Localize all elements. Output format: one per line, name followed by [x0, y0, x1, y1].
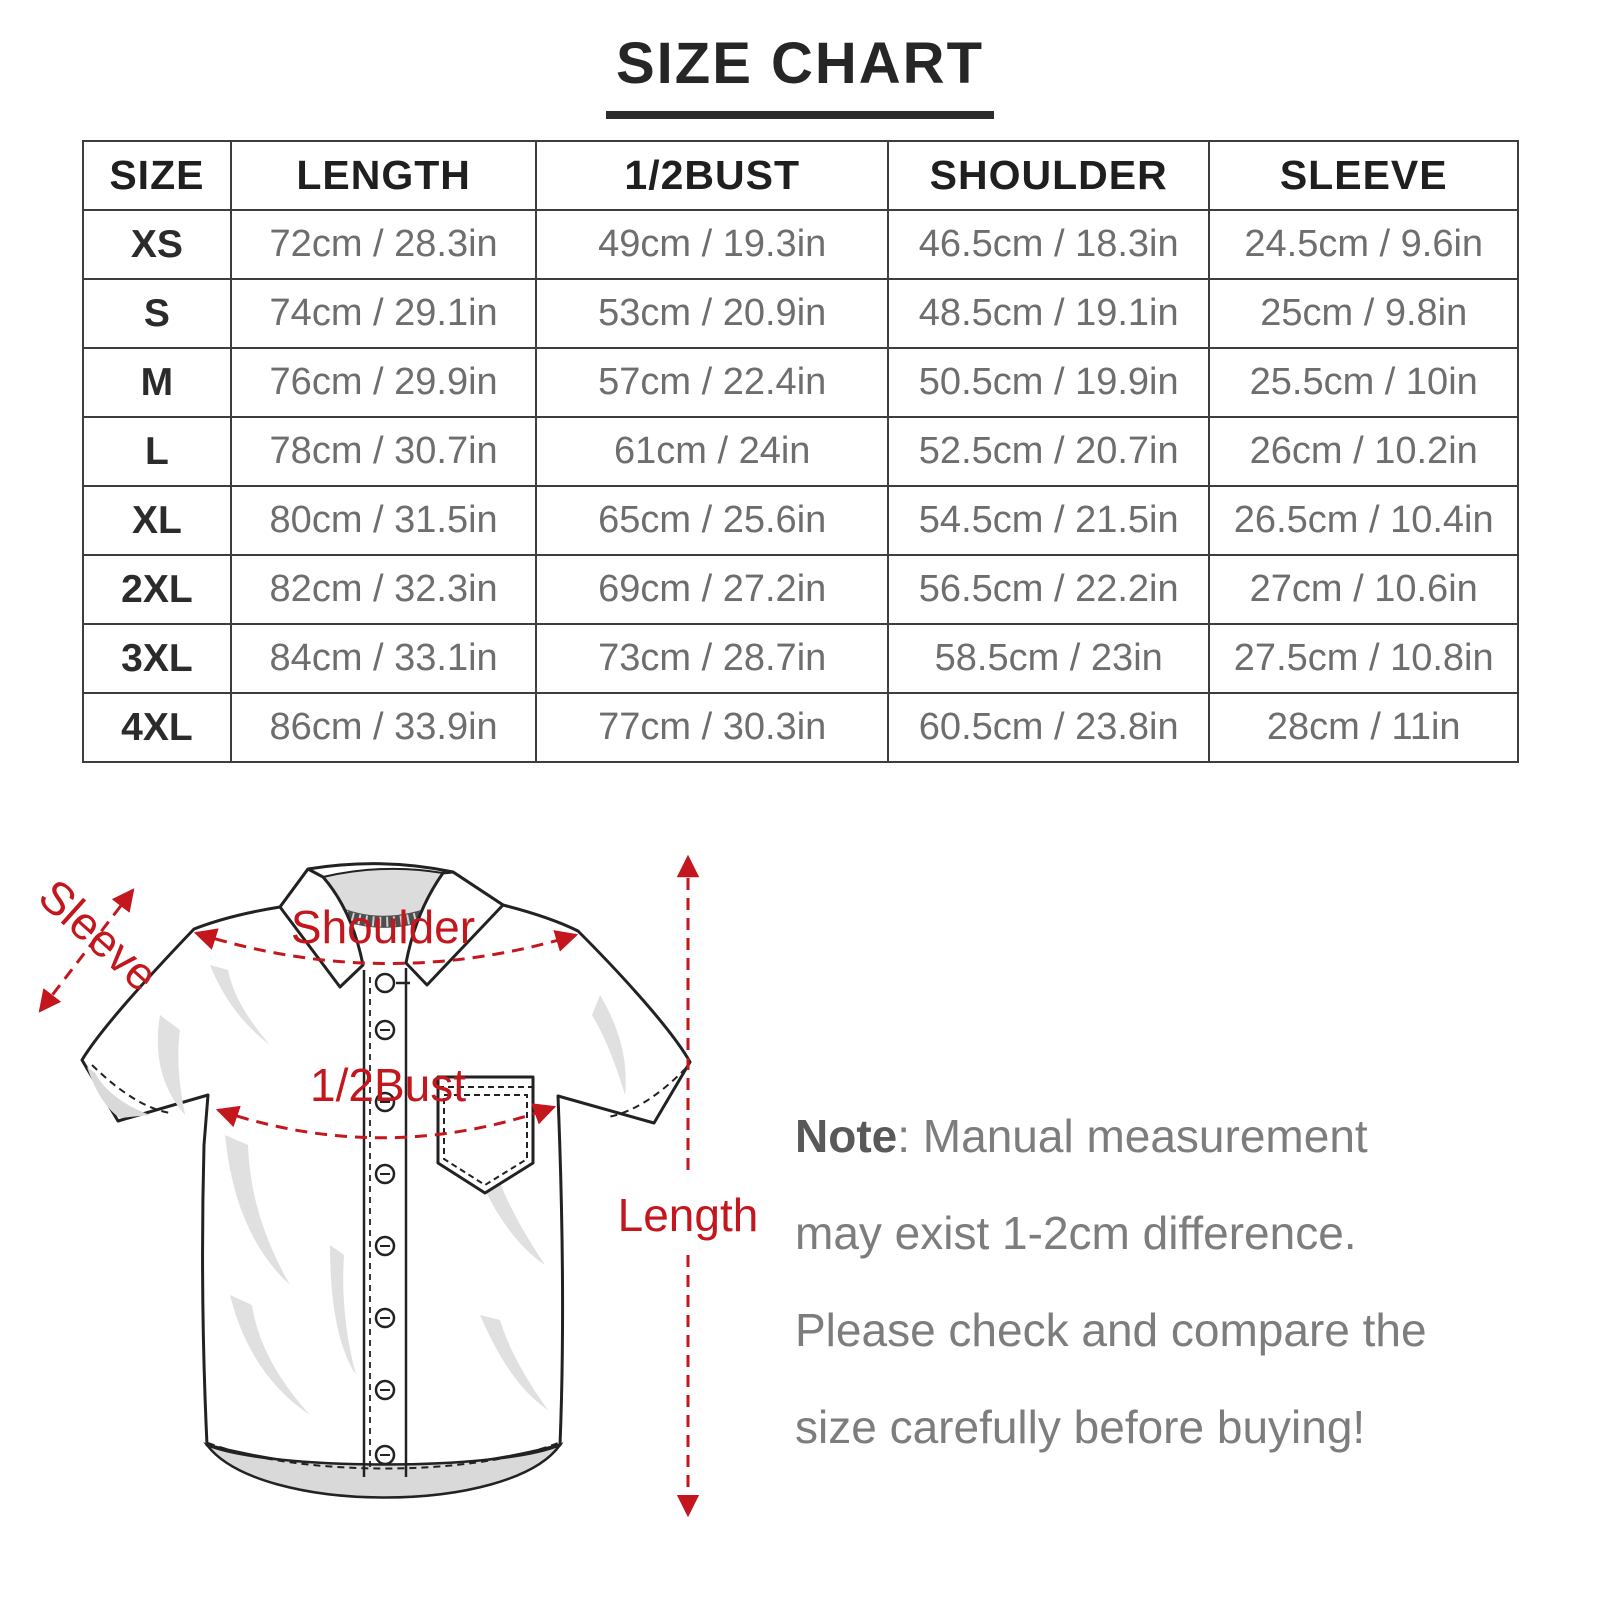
- table-row: [83, 486, 1518, 555]
- column-header-shoulder: SHOULDER: [888, 141, 1209, 210]
- length-label: Length: [617, 1189, 759, 1241]
- column-header-length: LENGTH: [231, 141, 537, 210]
- measurement-cell: 65cm / 25.6in: [536, 486, 888, 555]
- size-cell: 2XL: [83, 555, 231, 624]
- size-cell: XL: [83, 486, 231, 555]
- measurement-cell: 24.5cm / 9.6in: [1209, 210, 1518, 279]
- measurement-cell: 49cm / 19.3in: [536, 210, 888, 279]
- measurement-cell: 58.5cm / 23in: [888, 624, 1209, 693]
- size-cell: 4XL: [83, 693, 231, 762]
- note-text: : Manual measurement may exist 1-2cm difference. Please check and compare the size carefully before buying!: [795, 1110, 1427, 1453]
- size-cell: L: [83, 417, 231, 486]
- measurement-cell: 52.5cm / 20.7in: [888, 417, 1209, 486]
- measurement-cell: 72cm / 28.3in: [231, 210, 537, 279]
- measurement-cell: 76cm / 29.9in: [231, 348, 537, 417]
- measurement-cell: 61cm / 24in: [536, 417, 888, 486]
- measurement-cell: 77cm / 30.3in: [536, 693, 888, 762]
- measurement-cell: 46.5cm / 18.3in: [888, 210, 1209, 279]
- measurement-cell: 56.5cm / 22.2in: [888, 555, 1209, 624]
- measurement-cell: 86cm / 33.9in: [231, 693, 537, 762]
- measurement-cell: 28cm / 11in: [1209, 693, 1518, 762]
- measurement-cell: 54.5cm / 21.5in: [888, 486, 1209, 555]
- note-label: Note: [795, 1110, 898, 1162]
- measurement-cell: 73cm / 28.7in: [536, 624, 888, 693]
- measurement-cell: 26cm / 10.2in: [1209, 417, 1518, 486]
- size-cell: 3XL: [83, 624, 231, 693]
- column-header-sleeve: SLEEVE: [1209, 141, 1518, 210]
- measurement-cell: 48.5cm / 19.1in: [888, 279, 1209, 348]
- measurement-cell: 80cm / 31.5in: [231, 486, 537, 555]
- measurement-cell: 57cm / 22.4in: [536, 348, 888, 417]
- page-title-text: SIZE CHART: [606, 30, 994, 119]
- shoulder-label: Shoulder: [290, 901, 476, 953]
- table-row: [83, 555, 1518, 624]
- measurement-cell: 25cm / 9.8in: [1209, 279, 1518, 348]
- measurement-cell: 78cm / 30.7in: [231, 417, 537, 486]
- measurement-cell: 27cm / 10.6in: [1209, 555, 1518, 624]
- measurement-cell: 25.5cm / 10in: [1209, 348, 1518, 417]
- shirt-measurement-diagram: [0, 815, 780, 1590]
- header-row: [83, 141, 1518, 210]
- size-cell: S: [83, 279, 231, 348]
- measurement-cell: 53cm / 20.9in: [536, 279, 888, 348]
- measurement-note: [795, 1088, 1463, 1476]
- column-header-size: SIZE: [83, 141, 231, 210]
- table-row: [83, 693, 1518, 762]
- page-title: [0, 30, 1600, 119]
- sleeve-label: Sleeve: [29, 868, 169, 1002]
- table-row: [83, 624, 1518, 693]
- size-table-header: [83, 141, 1518, 210]
- size-table: [82, 140, 1519, 763]
- table-row: [83, 417, 1518, 486]
- measurement-cell: 60.5cm / 23.8in: [888, 693, 1209, 762]
- measurement-cell: 84cm / 33.1in: [231, 624, 537, 693]
- measurement-cell: 74cm / 29.1in: [231, 279, 537, 348]
- measurement-cell: 50.5cm / 19.9in: [888, 348, 1209, 417]
- table-row: [83, 210, 1518, 279]
- measurement-cell: 27.5cm / 10.8in: [1209, 624, 1518, 693]
- bust-label: 1/2Bust: [310, 1059, 466, 1111]
- measurement-cell: 26.5cm / 10.4in: [1209, 486, 1518, 555]
- size-table-body: [83, 210, 1518, 762]
- measurement-cell: 69cm / 27.2in: [536, 555, 888, 624]
- column-header-bust: 1/2BUST: [536, 141, 888, 210]
- measurement-cell: 82cm / 32.3in: [231, 555, 537, 624]
- shirt-outline: [82, 864, 690, 1498]
- size-cell: M: [83, 348, 231, 417]
- table-row: [83, 279, 1518, 348]
- table-row: [83, 348, 1518, 417]
- size-cell: XS: [83, 210, 231, 279]
